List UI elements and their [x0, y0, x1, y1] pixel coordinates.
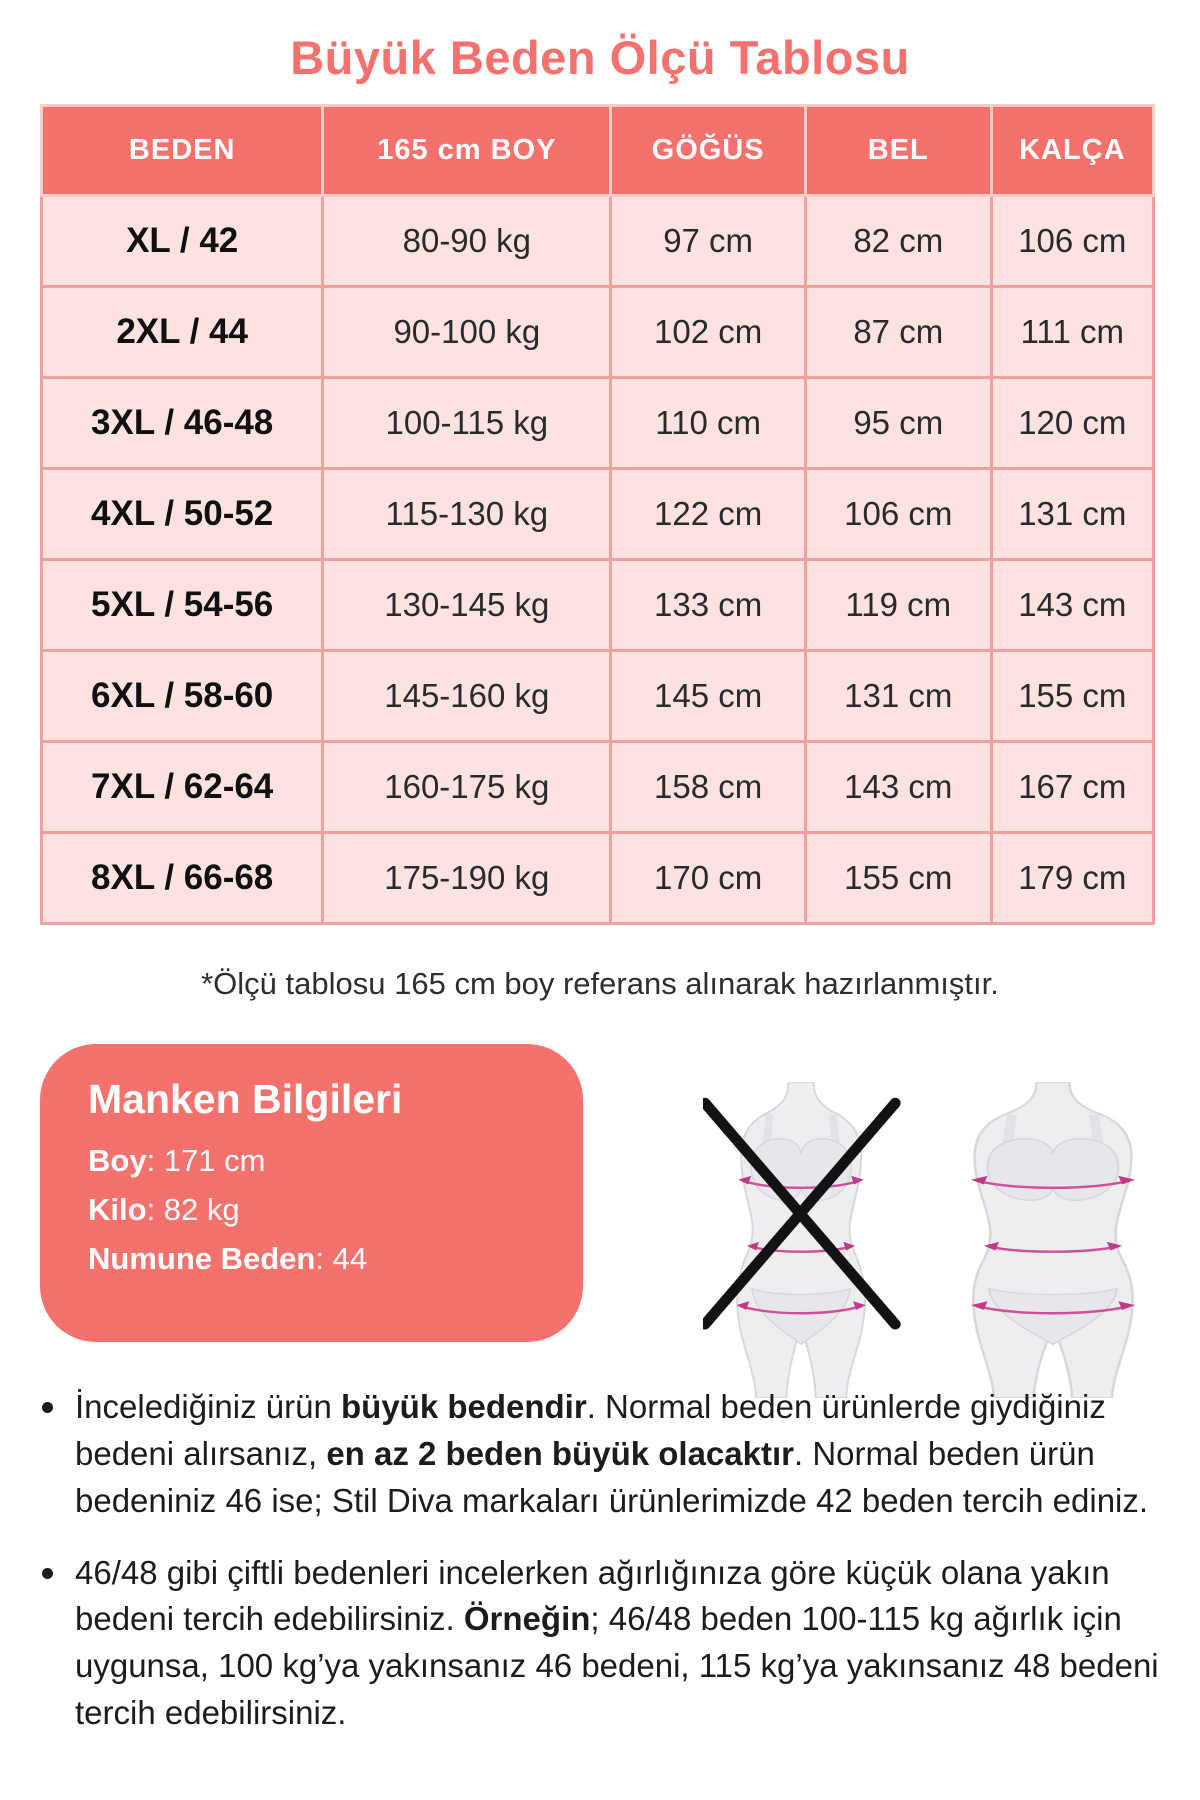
measure-value-cell: 145 cm: [611, 651, 806, 742]
bullet-dot: [42, 1402, 53, 1413]
measure-value-cell: 160-175 kg: [323, 742, 611, 833]
measure-value-cell: 106 cm: [991, 196, 1153, 287]
measure-value-cell: 97 cm: [611, 196, 806, 287]
measure-value-cell: 170 cm: [611, 833, 806, 924]
note-text: İncelediğiniz ürün büyük bedendir. Normal beden ürünlerde giydiğiniz bedeni alırsanız, en az 2 beden büyük olacaktır. Normal beden ürün bedeniniz 46 ise; Stil Diva markaları ürünlerimizde 42 beden tercih ediniz.: [75, 1388, 1149, 1519]
column-header: BEL: [805, 106, 991, 196]
model-info-title: Manken Bilgileri: [88, 1076, 403, 1122]
table-row: [42, 378, 1154, 469]
table-footnote: *Ölçü tablosu 165 cm boy referans alınarak hazırlanmıştır.: [201, 966, 999, 1001]
measure-value-cell: 143 cm: [805, 742, 991, 833]
size-label-cell: 7XL / 62-64: [42, 742, 323, 833]
table-row: [42, 833, 1154, 924]
size-table-body: [42, 196, 1154, 924]
measure-value-cell: 82 cm: [805, 196, 991, 287]
measure-value-cell: 131 cm: [991, 469, 1153, 560]
table-row: [42, 287, 1154, 378]
body-silhouette-plus: [971, 1082, 1135, 1398]
measure-value-cell: 119 cm: [805, 560, 991, 651]
table-row: [42, 651, 1154, 742]
size-label-cell: 4XL / 50-52: [42, 469, 323, 560]
measure-value-cell: 158 cm: [611, 742, 806, 833]
measure-value-cell: 102 cm: [611, 287, 806, 378]
measure-value-cell: 145-160 kg: [323, 651, 611, 742]
measure-value-cell: 175-190 kg: [323, 833, 611, 924]
measure-value-cell: 90-100 kg: [323, 287, 611, 378]
measure-value-cell: 95 cm: [805, 378, 991, 469]
body-figure-incorrect: [703, 1082, 909, 1398]
size-label-cell: XL / 42: [42, 196, 323, 287]
measure-value-cell: 167 cm: [991, 742, 1153, 833]
column-header: GÖĞÜS: [611, 106, 806, 196]
column-header: BEDEN: [42, 106, 323, 196]
model-info-line: Numune Beden: 44: [88, 1241, 368, 1276]
size-label-cell: 2XL / 44: [42, 287, 323, 378]
model-info-card: [40, 1044, 583, 1342]
model-info-lines: [88, 1143, 553, 1277]
measure-value-cell: 133 cm: [611, 560, 806, 651]
measure-value-cell: 143 cm: [991, 560, 1153, 651]
size-label-cell: 8XL / 66-68: [42, 833, 323, 924]
note-item: [42, 1550, 1162, 1737]
note-text: 46/48 gibi çiftli bedenleri incelerken ağırlığınıza göre küçük olana yakın bedeni tercih edebilirsiniz. Örneğin; 46/48 beden 100-115 kg ağırlık için uygunsa, 100 kg’ya yakınsanız 46 bedeni, 115 kg’ya yakınsanız 48 bedeni tercih edebilirsiniz.: [75, 1553, 1159, 1732]
column-header: 165 cm BOY: [323, 106, 611, 196]
measure-value-cell: 179 cm: [991, 833, 1153, 924]
measure-value-cell: 110 cm: [611, 378, 806, 469]
size-label-cell: 3XL / 46-48: [42, 378, 323, 469]
body-figure-correct: [952, 1082, 1164, 1398]
measure-value-cell: 122 cm: [611, 469, 806, 560]
table-row: [42, 560, 1154, 651]
measure-value-cell: 106 cm: [805, 469, 991, 560]
measure-value-cell: 130-145 kg: [323, 560, 611, 651]
table-row: [42, 196, 1154, 287]
table-header-row: [42, 106, 1154, 196]
measure-value-cell: 115-130 kg: [323, 469, 611, 560]
column-header: KALÇA: [991, 106, 1153, 196]
page-title: Büyük Beden Ölçü Tablosu: [290, 31, 910, 84]
measure-value-cell: 155 cm: [805, 833, 991, 924]
measure-value-cell: 131 cm: [805, 651, 991, 742]
size-table: [40, 104, 1155, 925]
measure-value-cell: 100-115 kg: [323, 378, 611, 469]
model-info-line: Boy: 171 cm: [88, 1143, 266, 1178]
table-row: [42, 469, 1154, 560]
size-label-cell: 6XL / 58-60: [42, 651, 323, 742]
bullet-dot: [42, 1568, 53, 1579]
size-label-cell: 5XL / 54-56: [42, 560, 323, 651]
body-silhouette-slim: [736, 1082, 865, 1398]
measure-value-cell: 111 cm: [991, 287, 1153, 378]
model-info-line: Kilo: 82 kg: [88, 1192, 240, 1227]
measure-value-cell: 87 cm: [805, 287, 991, 378]
measure-value-cell: 120 cm: [991, 378, 1153, 469]
measure-value-cell: 80-90 kg: [323, 196, 611, 287]
measure-value-cell: 155 cm: [991, 651, 1153, 742]
notes-list: [42, 1384, 1162, 1762]
table-row: [42, 742, 1154, 833]
note-item: [42, 1384, 1162, 1525]
